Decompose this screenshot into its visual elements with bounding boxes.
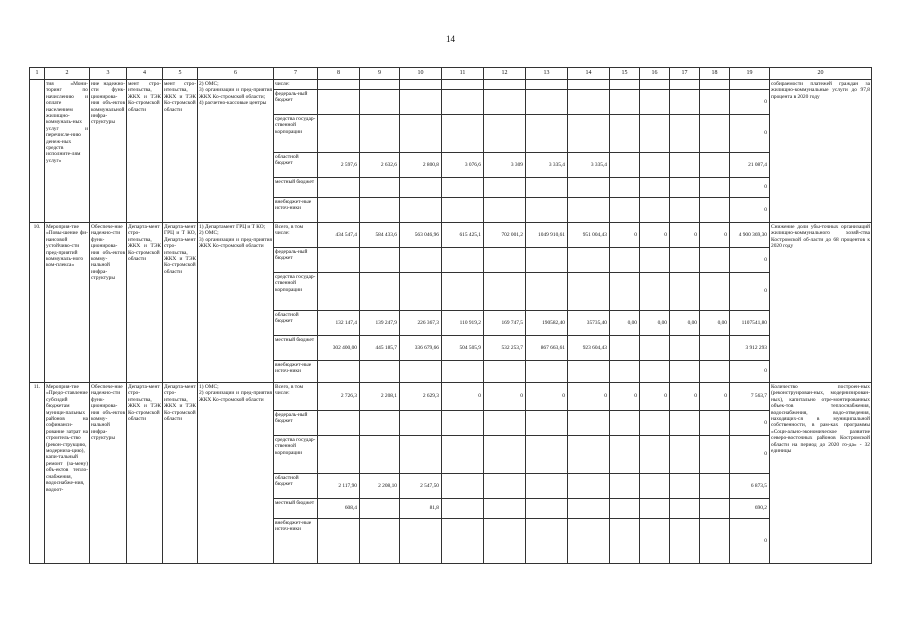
funding-source: местный бюджет: [274, 499, 318, 519]
year-value: 951 004,43: [568, 223, 610, 248]
year-value: [640, 336, 670, 361]
column-number-header: 17: [670, 68, 700, 80]
year-value: [670, 436, 700, 474]
year-value: [318, 198, 360, 223]
year-value: [400, 361, 442, 383]
column-number-header: 2: [45, 68, 90, 80]
column-number-header: 7: [274, 68, 318, 80]
year-value: [640, 90, 670, 115]
column-number-header: 3: [90, 68, 127, 80]
year-value: [360, 411, 400, 436]
year-value: [360, 115, 400, 153]
year-value: [360, 273, 400, 311]
year-value: [442, 178, 484, 198]
year-value: [568, 178, 610, 198]
coexecutor: мент стро-ительства, ЖКХ и ТЭК Ко-стромской области: [163, 80, 198, 223]
total-value: 4 900 369,30: [730, 223, 770, 248]
year-value: [400, 248, 442, 273]
year-value: [568, 115, 610, 153]
total-value: 7 563,7: [730, 383, 770, 411]
year-value: [568, 411, 610, 436]
responsible-executor: мент стро-ительства, ЖКХ и ТЭК Ко-стромской области: [127, 80, 163, 223]
year-value: [670, 411, 700, 436]
year-value: [526, 436, 568, 474]
year-value: [670, 519, 700, 564]
year-value: [318, 436, 360, 474]
year-value: 2 632,6: [360, 153, 400, 178]
column-number-row: [30, 68, 872, 80]
year-value: 139 247,9: [360, 311, 400, 336]
year-value: [442, 273, 484, 311]
funding-source: средства государ-ственной корпорации: [274, 115, 318, 153]
coexecutor: Департа-мент ГРЦ и Т КО, Департа-мент стро-ительства, ЖКХ и ТЭК Ко-стромской области: [163, 223, 198, 383]
funding-source: средства государ-ственной корпорации: [274, 436, 318, 474]
participants: 1) ОМС; 2) организации и пред-приятия ЖКХ Ко-стромской области: [198, 383, 274, 564]
year-value: [526, 178, 568, 198]
year-value: 3 335,4: [526, 153, 568, 178]
year-value: [640, 80, 670, 90]
year-value: [526, 248, 568, 273]
year-value: [400, 178, 442, 198]
year-value: [568, 80, 610, 90]
measure-name: тия «Мони-торинг по начислению и оплате населением жилищно-коммуналь-ных услуг и перечисле-нию денеж-ных средств исполните-лям услуг»: [45, 80, 90, 223]
year-value: 0: [700, 223, 730, 248]
total-value: 0: [730, 248, 770, 273]
funding-source: местный бюджет: [274, 336, 318, 361]
objective: Обеспече-ние надежно-сти функ-ционирова-ния объ-ектов комму-нальной инфра-структуры: [90, 383, 127, 564]
measure-name: Мероприя-тие «Предо-ставление субсидий бюджетам муници-пальных районов на софинанси-рование затрат на строитель-ство (рекон-струкцию, модерниза-цию), капи-тальный ремонт (за-мену) объ-ектов тепло-снабжения, водоснабже-ния, водоот-: [45, 383, 90, 564]
year-value: [568, 474, 610, 499]
year-value: [484, 80, 526, 90]
total-value: 0: [730, 361, 770, 383]
year-value: 110 919,2: [442, 311, 484, 336]
year-value: [700, 474, 730, 499]
year-value: [610, 248, 640, 273]
year-value: [700, 336, 730, 361]
year-value: [640, 474, 670, 499]
year-value: 2 800,8: [400, 153, 442, 178]
year-value: [610, 436, 640, 474]
year-value: [640, 273, 670, 311]
year-value: [568, 519, 610, 564]
funding-source: местный бюджет: [274, 178, 318, 198]
year-value: 0: [568, 383, 610, 411]
total-value: 690,2: [730, 499, 770, 519]
year-value: [670, 474, 700, 499]
funding-source: областной бюджет: [274, 153, 318, 178]
year-value: 81,8: [400, 499, 442, 519]
year-value: [484, 178, 526, 198]
year-value: [442, 80, 484, 90]
year-value: [640, 361, 670, 383]
year-value: 0,00: [610, 311, 640, 336]
year-value: [700, 411, 730, 436]
year-value: 226 367,3: [400, 311, 442, 336]
expected-result: Снижение доли убы-точных организаций жилищно-коммунального хозяй-ства Костромской об-ласти до 68 процентов к 2020 году: [770, 223, 872, 383]
total-value: 1107541,80: [730, 311, 770, 336]
year-value: 0: [640, 383, 670, 411]
year-value: [670, 115, 700, 153]
funding-source: внебюджет-ные источ-ники: [274, 361, 318, 383]
year-value: 2 547,50: [400, 474, 442, 499]
year-value: 532 253,7: [484, 336, 526, 361]
page-number: 14: [446, 34, 455, 44]
year-value: [400, 411, 442, 436]
responsible-executor: Департа-мент стро-ительства, ЖКХ и ТЭК Ко-стромской области: [127, 383, 163, 564]
column-number-header: 6: [198, 68, 274, 80]
year-value: 3 309: [484, 153, 526, 178]
year-value: [670, 90, 700, 115]
year-value: [640, 198, 670, 223]
row-number: [30, 80, 45, 223]
year-value: 0: [610, 383, 640, 411]
year-value: 2 597,6: [318, 153, 360, 178]
funding-source: внебюджет-ные источ-ники: [274, 198, 318, 223]
column-number-header: 19: [730, 68, 770, 80]
year-value: 132 147,4: [318, 311, 360, 336]
total-value: 0: [730, 519, 770, 564]
year-value: [360, 361, 400, 383]
year-value: [610, 336, 640, 361]
row-number: 10.: [30, 223, 45, 383]
year-value: [670, 153, 700, 178]
year-value: [526, 198, 568, 223]
total-value: 0: [730, 115, 770, 153]
year-value: [700, 153, 730, 178]
year-value: 504 505,9: [442, 336, 484, 361]
year-value: [360, 248, 400, 273]
year-value: 35735,40: [568, 311, 610, 336]
year-value: 867 663,61: [526, 336, 568, 361]
year-value: 0,00: [700, 311, 730, 336]
column-number-header: 8: [318, 68, 360, 80]
year-value: [640, 499, 670, 519]
year-value: [484, 499, 526, 519]
year-value: [700, 248, 730, 273]
year-value: [700, 198, 730, 223]
year-value: [610, 153, 640, 178]
funding-source: федераль-ный бюджет: [274, 90, 318, 115]
expected-result: собираемости платежей граждан за жилищно-коммунальные услуги до 97,8 процента в 2020 году: [770, 80, 872, 223]
year-value: [484, 198, 526, 223]
year-value: [640, 248, 670, 273]
year-value: 584 433,6: [360, 223, 400, 248]
year-value: [484, 519, 526, 564]
column-number-header: 15: [610, 68, 640, 80]
year-value: [526, 474, 568, 499]
year-value: [670, 198, 700, 223]
year-value: [360, 90, 400, 115]
funding-source: областной бюджет: [274, 311, 318, 336]
table-row: [30, 223, 872, 248]
year-value: [568, 499, 610, 519]
year-value: [700, 436, 730, 474]
year-value: [610, 411, 640, 436]
objective: ние надежно-сти функ-ционирова-ния объ-ектов коммунальной инфра-структуры: [90, 80, 127, 223]
funding-source: Всего, в том числе:: [274, 223, 318, 248]
total-value: 0: [730, 411, 770, 436]
year-value: [526, 361, 568, 383]
year-value: [610, 80, 640, 90]
year-value: [400, 115, 442, 153]
year-value: 2 208,10: [360, 474, 400, 499]
table-row: [30, 80, 872, 90]
year-value: [670, 361, 700, 383]
objective: Обеспече-ние надежно-сти функ-ционирова-ния объ-ектов комму-нальной инфра-структуры: [90, 223, 127, 383]
year-value: [318, 178, 360, 198]
year-value: [640, 436, 670, 474]
year-value: 302 400,00: [318, 336, 360, 361]
column-number-header: 20: [770, 68, 872, 80]
year-value: [442, 436, 484, 474]
total-value: 0: [730, 178, 770, 198]
year-value: 0: [640, 223, 670, 248]
funding-source: федераль-ный бюджет: [274, 248, 318, 273]
year-value: [568, 248, 610, 273]
year-value: [318, 90, 360, 115]
year-value: [318, 411, 360, 436]
year-value: [526, 411, 568, 436]
year-value: 0,00: [670, 311, 700, 336]
total-value: 0: [730, 273, 770, 311]
year-value: [484, 115, 526, 153]
column-number-header: 13: [526, 68, 568, 80]
year-value: [700, 499, 730, 519]
year-value: [318, 361, 360, 383]
year-value: [360, 198, 400, 223]
year-value: [610, 519, 640, 564]
year-value: [442, 90, 484, 115]
year-value: 702 001,2: [484, 223, 526, 248]
column-number-header: 14: [568, 68, 610, 80]
year-value: [318, 80, 360, 90]
year-value: 2 208,1: [360, 383, 400, 411]
column-number-header: 18: [700, 68, 730, 80]
year-value: 3 335,4: [568, 153, 610, 178]
participants: 2) ОМС; 3) организации и пред-приятия ЖКХ Ко-стромской области; 4) расчетно-кассовые центры: [198, 80, 274, 223]
year-value: [442, 361, 484, 383]
year-value: [400, 90, 442, 115]
participants: 1) Департамент ГРЦ и Т КО; 2) ОМС; 3) организации и пред-приятия ЖКХ Ко-стромской области: [198, 223, 274, 383]
year-value: 0: [610, 223, 640, 248]
year-value: [526, 273, 568, 311]
year-value: [400, 198, 442, 223]
year-value: [400, 273, 442, 311]
year-value: [526, 80, 568, 90]
year-value: [400, 436, 442, 474]
year-value: 0: [670, 223, 700, 248]
row-number: 11.: [30, 383, 45, 564]
year-value: [400, 519, 442, 564]
year-value: [700, 519, 730, 564]
year-value: [670, 499, 700, 519]
year-value: [700, 178, 730, 198]
year-value: [442, 248, 484, 273]
measure-name: Мероприя-тие «Повы-шение фи-нансовой устойчиво-сти пред-приятий коммуналь-ного ком-плекса»: [45, 223, 90, 383]
year-value: 608,4: [318, 499, 360, 519]
year-value: [400, 80, 442, 90]
year-value: [568, 436, 610, 474]
total-value: 6 873,5: [730, 474, 770, 499]
year-value: [670, 336, 700, 361]
year-value: [484, 436, 526, 474]
year-value: [670, 80, 700, 90]
year-value: [700, 80, 730, 90]
total-value: [730, 80, 770, 90]
year-value: [640, 178, 670, 198]
coexecutor: Департа-мент стро-ительства, ЖКХ и ТЭК Ко-стромской области: [163, 383, 198, 564]
year-value: [610, 178, 640, 198]
year-value: [484, 474, 526, 499]
year-value: [318, 248, 360, 273]
responsible-executor: Департа-мент стро-ительства, ЖКХ и ТЭК Ко-стромской области: [127, 223, 163, 383]
total-value: 0: [730, 198, 770, 223]
year-value: 2 629,3: [400, 383, 442, 411]
year-value: [568, 198, 610, 223]
year-value: [640, 153, 670, 178]
total-value: 0: [730, 90, 770, 115]
year-value: [484, 248, 526, 273]
year-value: 0: [670, 383, 700, 411]
year-value: 3 076,6: [442, 153, 484, 178]
year-value: 336 679,66: [400, 336, 442, 361]
year-value: [700, 115, 730, 153]
year-value: [610, 198, 640, 223]
column-number-header: 9: [360, 68, 400, 80]
year-value: [526, 90, 568, 115]
year-value: [484, 361, 526, 383]
year-value: [610, 273, 640, 311]
year-value: 0,00: [640, 311, 670, 336]
year-value: [526, 519, 568, 564]
year-value: 615 425,1: [442, 223, 484, 248]
year-value: [610, 499, 640, 519]
total-value: 0: [730, 436, 770, 474]
year-value: [442, 115, 484, 153]
column-number-header: 10: [400, 68, 442, 80]
column-number-header: 11: [442, 68, 484, 80]
year-value: [670, 248, 700, 273]
year-value: [442, 198, 484, 223]
year-value: [610, 115, 640, 153]
year-value: 563 046,96: [400, 223, 442, 248]
year-value: [610, 474, 640, 499]
year-value: [700, 273, 730, 311]
year-value: 2 726,3: [318, 383, 360, 411]
year-value: [360, 519, 400, 564]
year-value: [670, 178, 700, 198]
year-value: 2 117,90: [318, 474, 360, 499]
year-value: [640, 411, 670, 436]
year-value: [442, 499, 484, 519]
table-row: [30, 383, 872, 411]
year-value: [360, 178, 400, 198]
year-value: [318, 519, 360, 564]
year-value: [318, 273, 360, 311]
year-value: [484, 411, 526, 436]
column-number-header: 1: [30, 68, 45, 80]
funding-source: областной бюджет: [274, 474, 318, 499]
year-value: 1049 910,61: [526, 223, 568, 248]
year-value: [640, 115, 670, 153]
column-number-header: 5: [163, 68, 198, 80]
expected-result: Количество построен-ных (реконструирован-ных, модернизирован-ных), капитально отре-монтированных объек-тов теплоснабжения, водоснабжения, водо-отведения, находящих-ся в муниципальной собственности, в рам-ках программы «Соци-ально-экономическое развитие северо-восточных районов Костромской области на период до 2020 го-да» - 32 единицы: [770, 383, 872, 564]
year-value: [442, 411, 484, 436]
funding-source: федераль-ный бюджет: [274, 411, 318, 436]
year-value: [640, 519, 670, 564]
year-value: [610, 90, 640, 115]
year-value: [610, 361, 640, 383]
year-value: [442, 519, 484, 564]
year-value: [700, 90, 730, 115]
year-value: 0: [442, 383, 484, 411]
year-value: [318, 115, 360, 153]
funding-source: средства государ-ственной корпорации: [274, 273, 318, 311]
year-value: 445 185,7: [360, 336, 400, 361]
year-value: 0: [484, 383, 526, 411]
year-value: [360, 436, 400, 474]
year-value: [526, 115, 568, 153]
budget-table: [29, 67, 872, 564]
year-value: 434 547,4: [318, 223, 360, 248]
year-value: [484, 273, 526, 311]
column-number-header: 16: [640, 68, 670, 80]
total-value: 21 087,4: [730, 153, 770, 178]
year-value: [484, 90, 526, 115]
year-value: 169 747,5: [484, 311, 526, 336]
year-value: [700, 361, 730, 383]
funding-source: Всего, в том числе:: [274, 383, 318, 411]
year-value: [526, 499, 568, 519]
column-number-header: 12: [484, 68, 526, 80]
year-value: [568, 273, 610, 311]
year-value: 0: [700, 383, 730, 411]
funding-source: числе:: [274, 80, 318, 90]
year-value: [442, 474, 484, 499]
funding-source: внебюджет-ные источ-ники: [274, 519, 318, 564]
year-value: [360, 80, 400, 90]
year-value: [670, 273, 700, 311]
year-value: [568, 90, 610, 115]
column-number-header: 4: [127, 68, 163, 80]
year-value: [360, 499, 400, 519]
total-value: 3 912 293: [730, 336, 770, 361]
year-value: 190582,40: [526, 311, 568, 336]
year-value: 923 604,43: [568, 336, 610, 361]
year-value: [568, 361, 610, 383]
year-value: 0: [526, 383, 568, 411]
